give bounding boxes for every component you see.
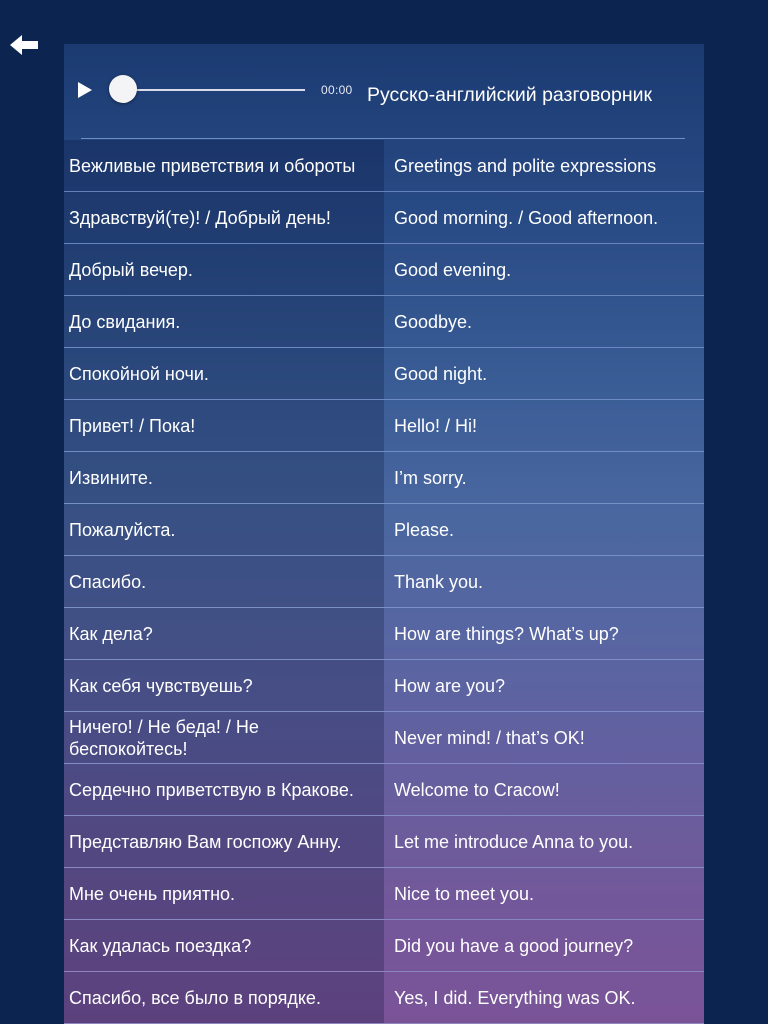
phrase-russian: Пожалуйста.: [64, 504, 384, 555]
phrase-russian: Как себя чувствуешь?: [64, 660, 384, 711]
phrase-russian: Ничего! / Не беда! / Не беспокойтесь!: [64, 712, 384, 763]
phrase-english: How are things? What’s up?: [384, 608, 704, 659]
phrase-row[interactable]: [64, 972, 704, 1024]
phrase-english: Yes, I did. Everything was OK.: [384, 972, 704, 1023]
header-divider: [81, 138, 685, 139]
phrase-russian: Вежливые приветствия и обороты: [64, 140, 384, 191]
phrase-russian: Как дела?: [64, 608, 384, 659]
play-button[interactable]: [76, 81, 94, 99]
phrase-russian: Мне очень приятно.: [64, 868, 384, 919]
phrase-row[interactable]: [64, 608, 704, 660]
phrase-row[interactable]: [64, 348, 704, 400]
phrase-russian: Привет! / Пока!: [64, 400, 384, 451]
phrase-row[interactable]: [64, 920, 704, 972]
back-arrow-icon: [8, 33, 40, 57]
phrase-english: Good morning. / Good afternoon.: [384, 192, 704, 243]
phrase-row[interactable]: [64, 816, 704, 868]
phrase-english: Hello! / Hi!: [384, 400, 704, 451]
phrase-english: Let me introduce Anna to you.: [384, 816, 704, 867]
phrase-russian: До свидания.: [64, 296, 384, 347]
phrase-english: How are you?: [384, 660, 704, 711]
phrase-english: Good evening.: [384, 244, 704, 295]
phrase-russian: Здравствуй(те)! / Добрый день!: [64, 192, 384, 243]
phrase-row[interactable]: [64, 764, 704, 816]
phrase-russian: Добрый вечер.: [64, 244, 384, 295]
phrasebook-panel: [64, 44, 704, 1024]
audio-progress-knob[interactable]: [109, 75, 137, 103]
phrase-row[interactable]: [64, 400, 704, 452]
phrase-row[interactable]: [64, 140, 704, 192]
phrase-russian: Спасибо.: [64, 556, 384, 607]
playback-time: 00:00: [321, 83, 353, 97]
phrase-english: I’m sorry.: [384, 452, 704, 503]
audio-player-header: [64, 44, 704, 140]
page-title: Русско-английский разговорник: [367, 84, 653, 106]
phrase-english: Greetings and polite expressions: [384, 140, 704, 191]
phrase-row[interactable]: [64, 660, 704, 712]
phrase-row[interactable]: [64, 504, 704, 556]
phrase-russian: Спасибо, все было в порядке.: [64, 972, 384, 1023]
phrase-row[interactable]: [64, 296, 704, 348]
phrase-russian: Как удалась поездка?: [64, 920, 384, 971]
phrase-row[interactable]: [64, 452, 704, 504]
phrase-english: Thank you.: [384, 556, 704, 607]
phrase-russian: Сердечно приветствую в Кракове.: [64, 764, 384, 815]
phrase-russian: Представляю Вам госпожу Анну.: [64, 816, 384, 867]
phrase-english: Never mind! / that’s OK!: [384, 712, 704, 763]
phrase-row[interactable]: [64, 192, 704, 244]
phrase-english: Did you have a good journey?: [384, 920, 704, 971]
phrase-russian: Спокойной ночи.: [64, 348, 384, 399]
phrase-row[interactable]: [64, 712, 704, 764]
phrase-english: Goodbye.: [384, 296, 704, 347]
phrase-row[interactable]: [64, 556, 704, 608]
phrase-row[interactable]: [64, 868, 704, 920]
phrase-list: [64, 140, 704, 1024]
phrase-english: Nice to meet you.: [384, 868, 704, 919]
phrase-row[interactable]: [64, 244, 704, 296]
play-icon: [76, 81, 94, 99]
phrase-russian: Извините.: [64, 452, 384, 503]
back-button[interactable]: [8, 33, 40, 57]
phrase-english: Please.: [384, 504, 704, 555]
phrase-english: Good night.: [384, 348, 704, 399]
phrase-english: Welcome to Cracow!: [384, 764, 704, 815]
audio-progress-track[interactable]: [114, 89, 305, 91]
